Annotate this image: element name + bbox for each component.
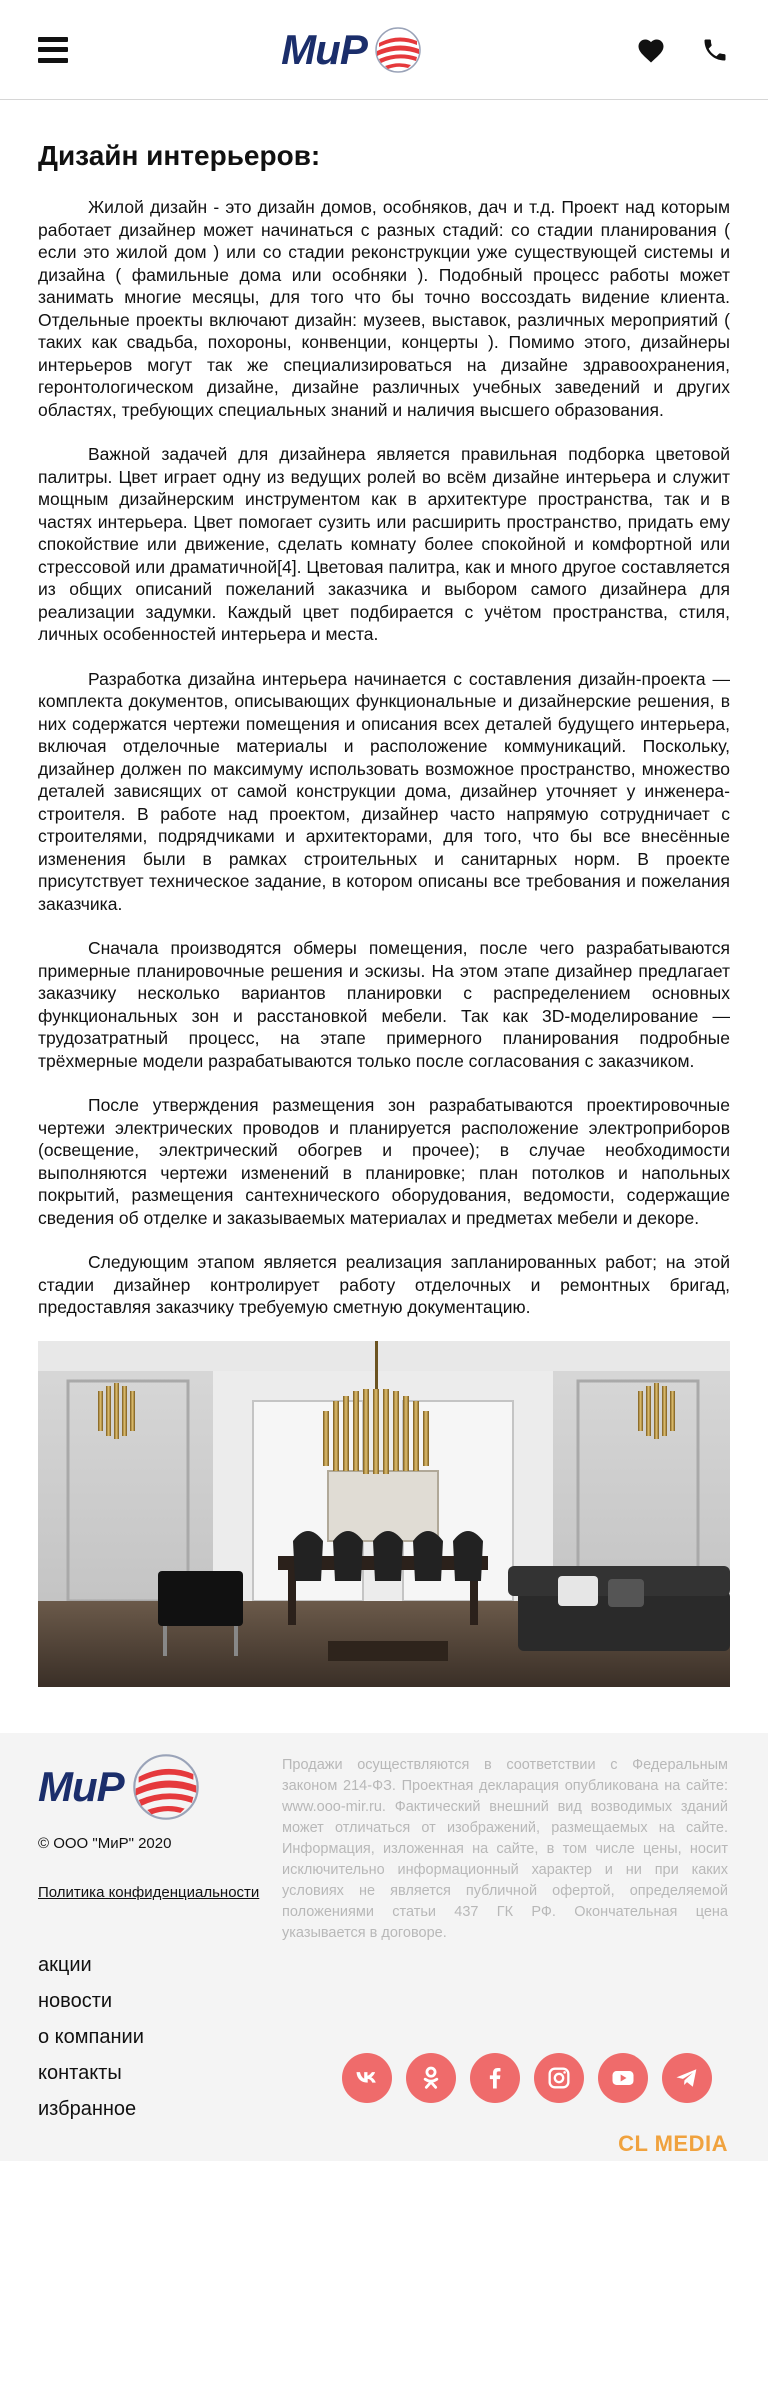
footer-nav-contacts[interactable]: контакты (38, 2061, 122, 2084)
footer-logo-text: МиР (38, 1762, 124, 1810)
paragraph-drawings: После утверждения размещения зон разрабатываются проектировочные чертежи электрических проводов и планируется расположение электроприборов (освещение, электрический обогрев и прочее); в случае необходимости выполняются чертежи изменений в планировке; план потолков и напольных покрытий, размещения сантехнического оборудования, ведомости, содержащие сведения об отделке и заказываемых материалах и предметах мебели и декоре. (38, 1095, 730, 1228)
site-logo[interactable] (281, 25, 423, 75)
phone-icon[interactable] (700, 35, 730, 65)
odnoklassniki-icon[interactable] (406, 2053, 456, 2103)
facebook-icon[interactable] (470, 2053, 520, 2103)
paragraph-measurements: Сначала производятся обмеры помещения, после чего разрабатываются примерные планировочные решения и эскизы. На этом этапе дизайнер предлагает заказчику несколько вариантов планировки с распределением основных функциональных зон и расстановкой мебели. Так как 3D-моделирование — трудозатратный процесс, на этапе примерного планирования подробные трёхмерные модели разрабатываются только после согласования с заказчиком. (38, 938, 730, 1071)
footer-logo[interactable] (38, 1751, 268, 1823)
interior-illustration (38, 1341, 730, 1687)
footer-nav-favorites[interactable]: избранное (38, 2097, 137, 2120)
paragraph-color-palette: Важной задачей для дизайнера является правильная подборка цветовой палитры. Цвет играет одну из ведущих ролей во всём дизайне интерьера и служит мощным дизайнерским инструментом как в архитектуре пространства, так и в частях интерьера. Цвет помогает сузить или расширить пространство, придать ему спокойствие или движение, сделать комнату более спокойной и комфортной или стрессовой или драматичной[4]. Цветовая палитра, как и много другое составляется из общих описаний пожеланий заказчика и выбором самого дизайнера для реализации задумки. Каждый цвет подбирается с учётом пространства, стиля, личных особенностей интерьера и места. (38, 444, 730, 644)
paragraph-design-project: Разработка дизайна интерьера начинается с составления дизайн-проекта — комплекта документов, описывающих функциональные и дизайнерские решения, в них содержатся чертежи помещения и описания всех деталей будущего интерьера, включая отделочные материалы и расположение коммуникаций. Поскольку, дизайнер должен по максимуму использовать возможное пространство, множество деталей зависящих от самой конструкции дома, дизайнер уточняет у инженера-строителя. В работе над проектом, дизайнер часто напрямую сотрудничает с строителями, подрядчиками и архитекторами, для того, что бы все внесённые изменения были в рамках строительных и санитарных норм. В проекте присутствует техническое задание, в котором описаны все требования и пожелания заказчика. (38, 668, 730, 914)
site-header (0, 0, 768, 100)
interior-photo (38, 1341, 730, 1687)
footer-nav-news[interactable]: новости (38, 1989, 113, 2012)
paragraph-implementation: Следующим этапом является реализация запланированных работ; на этой стадии дизайнер контролирует работу отделочных и ремонтных бригад, предоставляя заказчику требуемую сметную документацию. (38, 1252, 730, 1317)
site-footer (0, 1733, 768, 2161)
footer-nav (38, 1947, 268, 2127)
social-links (342, 2053, 712, 2103)
page-title: Дизайн интерьеров: (38, 140, 321, 171)
legal-disclaimer: Продажи осуществляются в соответствии с Федеральным законом 214-ФЗ. Проектная декларация опубликована на сайте: www.ooo-mir.ru. Фактический внешний вид возводимых зданий может отличаться от изображений, размещаемых на сайте. Информация, изложенная на сайте, в том числе цены, носит исключительно информационный характер и ни при каких условиях не является публичной офертой, определяемой положениями статьи 437 ГК РФ. Окончательная цена указывается в договоре. (282, 1756, 728, 1941)
footer-logo-sphere-icon (130, 1751, 202, 1823)
footer-nav-promotions[interactable]: акции (38, 1953, 92, 1976)
logo-text: МиР (281, 25, 367, 73)
footer-nav-about[interactable]: о компании (38, 2025, 144, 2048)
vk-icon[interactable] (342, 2053, 392, 2103)
main-content (0, 100, 768, 1687)
copyright-text: © ООО "МиР" 2020 (38, 1834, 172, 1852)
header-actions (636, 35, 730, 65)
menu-icon[interactable] (38, 37, 68, 63)
paragraph-residential-design: Жилой дизайн - это дизайн домов, особняков, дач и т.д. Проект над которым работает дизайнер может начинаться с разных стадий: со стадии планирования ( если это жилой дом ) или со стадии реконструкции уже существующей системы и дизайна ( фамильные дома или особняки ). Подобный процесс работы может занимать многие месяцы, для того что бы точно воссоздать видение клиента. Отдельные проекты включают дизайн: музеев, выставок, различных мероприятий ( таких как свадьба, похороны, конвенции, концерты ). Помимо этого, дизайнеры интерьеров могут так же специализироваться на дизайне здравоохранения, геронтологическом дизайне, дизайне различных учебных заведений и других областях, требующих специальных знаний и наличия высшего образования. (38, 197, 730, 420)
youtube-icon[interactable] (598, 2053, 648, 2103)
telegram-icon[interactable] (662, 2053, 712, 2103)
privacy-policy-link[interactable]: Политика конфиденциальности (38, 1883, 260, 1901)
footer-left-column (38, 1751, 268, 2127)
developer-credit[interactable]: CL MEDIA (618, 2130, 728, 2156)
logo-sphere-icon (373, 25, 423, 75)
instagram-icon[interactable] (534, 2053, 584, 2103)
heart-icon[interactable] (636, 35, 666, 65)
